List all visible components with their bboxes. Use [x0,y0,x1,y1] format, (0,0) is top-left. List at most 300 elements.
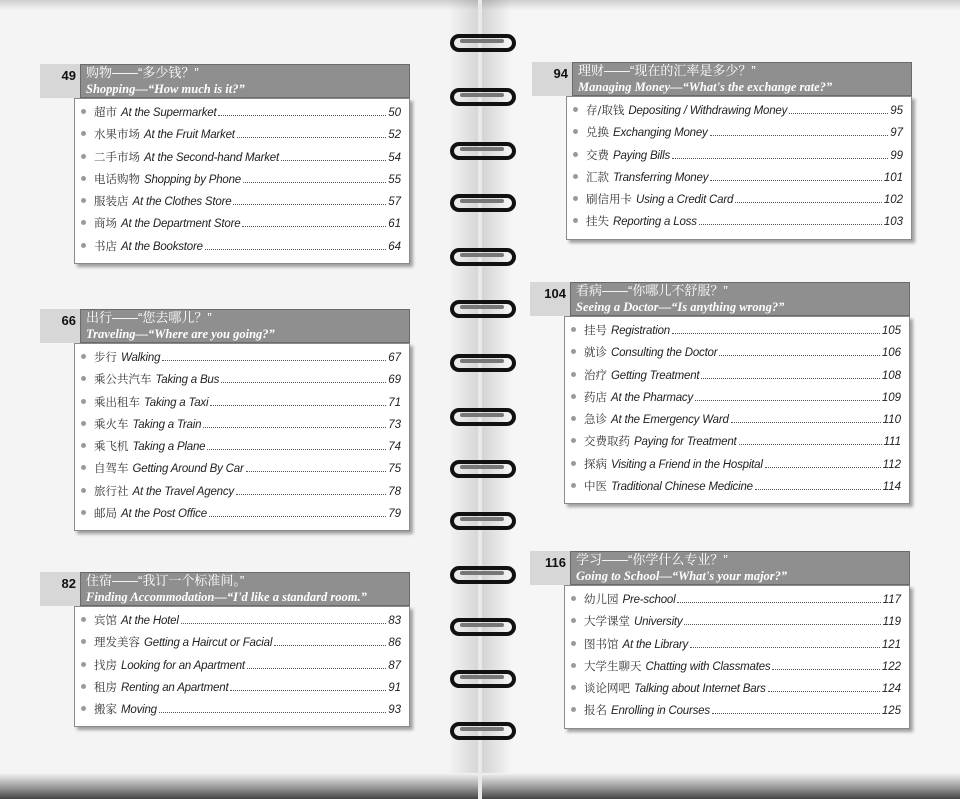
section-header [40,572,410,606]
entry-chinese: 治疗 [584,367,607,382]
coil-ring [450,300,516,318]
entry-english: Reporting a Loss [613,216,697,229]
coil-ring [450,722,516,740]
entry-chinese: 乘公共汽车 [94,372,152,387]
toc-entry[interactable] [81,123,401,145]
dot-leader [246,471,387,472]
entry-english: Getting Around By Car [132,463,244,476]
bullet-icon [571,461,576,466]
coil-ring [450,460,516,478]
bullet-icon [81,465,86,470]
entry-page-number: 83 [388,615,401,627]
bullet-icon [571,327,576,332]
entry-page-number: 78 [388,485,401,498]
entry-english: Registration [611,325,670,337]
coil-highlight [460,39,504,43]
toc-entry[interactable] [573,188,903,210]
coil-ring [450,618,516,636]
entry-chinese: 宾馆 [94,613,117,627]
entry-page-number: 122 [881,660,901,673]
entry-page-number: 105 [881,325,901,337]
bullet-icon [81,243,86,248]
dot-leader [710,135,889,136]
entry-english: At the Travel Agency [132,485,234,498]
entry-english: Pre-school [622,594,676,606]
entry-english: Visiting a Friend in the Hospital [611,458,763,471]
section-title-english: Managing Money—“What's the exchange rate?” [578,80,833,94]
spiral-coil [450,404,522,434]
toc-entry[interactable] [571,677,901,699]
entry-english: Getting a Haircut or Facial [144,637,273,650]
section-page-number: 94 [532,62,572,96]
entry-chinese: 搬家 [94,702,117,717]
toc-entry[interactable] [573,99,903,121]
entry-page-number: 117 [882,594,901,606]
coil-highlight [460,571,504,575]
entry-chinese: 找房 [94,657,117,672]
coil-ring [450,88,516,106]
dot-leader [699,224,882,225]
section-item-list [564,316,910,504]
section-header [40,309,410,343]
section-title-english: Traveling—“Where are you going?” [86,327,275,341]
toc-entry[interactable] [571,475,901,497]
toc-section [40,64,410,264]
coil-highlight [460,93,504,97]
dot-leader [162,360,386,361]
coil-ring [450,408,516,426]
entry-chinese: 旅行社 [94,483,129,498]
toc-entry[interactable] [81,502,401,524]
section-page-number: 49 [40,64,80,98]
entry-chinese: 刷信用卡 [586,192,632,207]
entry-english: Enrolling in Courses [611,705,710,718]
entry-page-number: 109 [881,391,901,404]
entry-chinese: 邮局 [94,506,117,521]
entry-chinese: 乘飞机 [94,439,129,454]
dot-leader [181,623,387,624]
entry-english: At the Bookstore [121,240,203,253]
entry-chinese: 交费 [586,147,609,162]
bullet-icon [571,483,576,488]
entry-chinese: 探病 [584,456,607,471]
entry-english: Using a Credit Card [636,194,734,207]
bullet-icon [81,639,86,644]
dot-leader [210,405,386,406]
dot-leader [735,202,882,203]
bullet-icon [81,376,86,381]
entry-page-number: 71 [388,396,401,409]
toc-entry[interactable] [81,654,401,676]
entry-chinese: 二手市场 [94,149,140,164]
entry-chinese: 自驾车 [94,461,129,476]
bullet-icon [571,596,576,601]
spiral-coil [450,84,522,114]
section-title-english: Seeing a Doctor—“Is anything wrong?” [576,300,785,314]
toc-entry[interactable] [571,633,901,655]
dot-leader [281,160,386,161]
section-header [532,62,912,96]
bullet-icon [573,152,578,157]
entry-page-number: 110 [882,414,901,427]
entry-chinese: 就诊 [584,345,607,360]
dot-leader [236,494,386,495]
spiral-coil [450,562,522,592]
entry-page-number: 102 [883,194,903,207]
toc-entry[interactable] [81,368,401,390]
toc-entry[interactable] [573,144,903,166]
section-title-chinese: 理财——“现在的汇率是多少？” [578,63,756,78]
bullet-icon [573,218,578,223]
toc-entry[interactable] [81,346,401,368]
toc-entry[interactable] [81,609,401,631]
coil-ring [450,566,516,584]
section-title-chinese: 住宿——“我订一个标准间。” [86,573,245,588]
toc-entry[interactable] [81,413,401,435]
section-title-chinese: 购物——“多少钱？” [86,65,199,80]
coil-ring [450,34,516,52]
entry-english: Chatting with Classmates [645,660,771,673]
entry-page-number: 50 [388,107,401,119]
entry-chinese: 存/取钱 [586,103,625,117]
dot-leader [205,249,386,250]
bullet-icon [571,641,576,646]
entry-page-number: 55 [388,173,401,186]
entry-page-number: 87 [388,659,401,672]
section-item-list [564,585,910,729]
coil-highlight [460,465,504,469]
spiral-coil [450,456,522,486]
toc-entry[interactable] [573,210,903,232]
bullet-icon [81,109,86,114]
bullet-icon [81,198,86,203]
entry-page-number: 97 [890,127,903,140]
entry-english: Transferring Money [613,171,709,184]
toc-entry[interactable] [571,386,901,408]
entry-english: Renting an Apartment [121,681,229,694]
toc-entry[interactable] [571,430,901,452]
entry-page-number: 61 [388,218,401,231]
entry-english: At the Fruit Market [144,129,235,142]
section-page-number: 82 [40,572,80,606]
entry-english: Taking a Train [132,418,202,431]
coil-highlight [460,675,504,679]
section-item-list [74,98,410,264]
dot-leader [710,180,882,181]
bullet-icon [81,176,86,181]
toc-entry[interactable] [571,588,901,610]
bullet-icon [81,510,86,515]
entry-page-number: 93 [388,704,401,717]
entry-english: Looking for an Apartment [121,659,245,672]
toc-entry[interactable] [571,453,901,475]
entry-page-number: 67 [388,352,401,364]
entry-english: Taking a Bus [155,374,220,387]
coil-highlight [460,413,504,417]
toc-entry[interactable] [81,168,401,190]
section-title [570,551,910,585]
page-bottom-edge [0,773,478,799]
coil-highlight [460,147,504,151]
entry-page-number: 74 [388,441,401,454]
entry-page-number: 91 [388,681,401,694]
dot-leader [274,645,386,646]
dot-leader [237,137,386,138]
section-title [80,572,410,606]
section-page-number: 104 [530,282,570,316]
entry-page-number: 54 [388,151,401,164]
entry-english: Paying Bills [613,149,671,162]
dot-leader [701,378,879,379]
entry-page-number: 124 [881,683,901,696]
dot-leader [690,647,880,648]
bullet-icon [81,354,86,359]
coil-highlight [460,623,504,627]
entry-english: Exchanging Money [613,127,708,140]
dot-leader [789,113,888,114]
bullet-icon [81,220,86,225]
toc-entry[interactable] [571,341,901,363]
entry-page-number: 95 [890,105,903,117]
entry-chinese: 水果市场 [94,127,140,142]
entry-english: Talking about Internet Bars [634,683,766,696]
entry-chinese: 急诊 [584,412,607,427]
entry-page-number: 64 [388,240,401,253]
entry-chinese: 服装店 [94,194,129,209]
entry-english: At the Post Office [121,508,207,521]
entry-english: At the Pharmacy [611,391,694,404]
coil-highlight [460,199,504,203]
entry-english: At the Hotel [121,615,179,627]
entry-chinese: 理发美容 [94,635,140,650]
entry-chinese: 电话购物 [94,171,140,186]
toc-section [530,282,910,504]
section-header [530,551,910,585]
dot-leader [233,204,386,205]
toc-entry[interactable] [81,676,401,698]
entry-english: Depositing / Withdrawing Money [628,105,788,117]
toc-section [40,309,410,531]
toc-entry[interactable] [81,235,401,257]
entry-english: At the Supermarket [121,107,217,119]
entry-english: At the Library [622,638,689,651]
entry-page-number: 79 [388,508,401,521]
dot-leader [247,668,386,669]
bullet-icon [571,416,576,421]
bullet-icon [573,174,578,179]
entry-chinese: 兑换 [586,125,609,140]
entry-page-number: 99 [890,149,903,162]
entry-chinese: 步行 [94,350,117,364]
spiral-coil [450,666,522,696]
section-item-list [566,96,912,240]
dot-leader [672,158,888,159]
entry-english: At the Clothes Store [132,196,232,209]
entry-page-number: 125 [881,705,901,718]
bullet-icon [571,707,576,712]
coil-ring [450,142,516,160]
entry-chinese: 报名 [584,703,607,718]
toc-entry[interactable] [571,610,901,632]
entry-english: At the Department Store [121,218,241,231]
bullet-icon [571,394,576,399]
section-header [530,282,910,316]
bullet-icon [81,488,86,493]
toc-entry[interactable] [573,166,903,188]
bullet-icon [573,129,578,134]
spiral-coil [450,350,522,380]
entry-page-number: 112 [882,458,901,471]
page-top-shadow [0,0,478,10]
entry-chinese: 谈论网吧 [584,681,630,696]
entry-page-number: 57 [388,196,401,209]
entry-chinese: 幼儿园 [584,592,619,606]
toc-entry[interactable] [81,435,401,457]
toc-entry[interactable] [571,364,901,386]
bullet-icon [81,617,86,622]
dot-leader [677,602,880,603]
entry-page-number: 75 [388,463,401,476]
toc-entry[interactable] [81,146,401,168]
entry-chinese: 大学课堂 [584,614,630,629]
dot-leader [207,449,386,450]
entry-page-number: 114 [882,481,901,494]
dot-leader [712,713,880,714]
toc-section [532,62,912,240]
section-title [572,62,912,96]
entry-english: Moving [121,704,157,717]
dot-leader [242,226,386,227]
entry-english: Shopping by Phone [144,173,241,186]
entry-page-number: 106 [881,347,901,360]
spiral-coil [450,190,522,220]
entry-english: University [634,616,683,629]
toc-entry[interactable] [571,319,901,341]
spiral-coil [450,718,522,748]
dot-leader [203,427,386,428]
coil-ring [450,194,516,212]
entry-chinese: 中医 [584,479,607,494]
dot-leader [755,489,881,490]
spiral-coil [450,244,522,274]
section-page-number: 66 [40,309,80,343]
coil-highlight [460,253,504,257]
spiral-coil [450,30,522,60]
toc-entry[interactable] [81,190,401,212]
bullet-icon [573,107,578,112]
dot-leader [672,333,880,334]
toc-entry[interactable] [81,101,401,123]
toc-section [530,551,910,729]
entry-page-number: 69 [388,374,401,387]
entry-chinese: 交费取药 [584,434,630,449]
entry-english: Walking [121,352,161,364]
spiral-coil [450,508,522,538]
toc-entry[interactable] [81,391,401,413]
entry-page-number: 101 [883,171,903,184]
entry-english: Paying for Treatment [634,436,737,449]
toc-section [40,572,410,727]
entry-english: At the Second-hand Market [144,151,279,164]
entry-chinese: 乘火车 [94,416,129,431]
dot-leader [731,422,881,423]
entry-chinese: 租房 [94,679,117,694]
bullet-icon [81,443,86,448]
spiral-coil [450,138,522,168]
entry-chinese: 挂号 [584,323,607,337]
coil-highlight [460,727,504,731]
entry-chinese: 图书馆 [584,636,619,651]
section-title-english: Shopping—“How much is it?” [86,82,245,96]
toc-entry[interactable] [81,457,401,479]
coil-highlight [460,305,504,309]
toc-entry[interactable] [81,212,401,234]
entry-page-number: 108 [881,369,901,382]
section-title-chinese: 看病——“你哪儿不舒服？” [576,283,728,298]
dot-leader [684,624,880,625]
coil-ring [450,354,516,372]
bullet-icon [81,131,86,136]
section-title-english: Going to School—“What's your major?” [576,569,788,583]
section-title [570,282,910,316]
entry-english: At the Emergency Ward [611,414,729,427]
entry-chinese: 汇款 [586,169,609,184]
toc-entry[interactable] [571,699,901,721]
bullet-icon [81,399,86,404]
toc-entry[interactable] [81,698,401,720]
dot-leader [739,444,882,445]
coil-highlight [460,517,504,521]
dot-leader [768,691,880,692]
entry-chinese: 挂失 [586,214,609,229]
entry-chinese: 书店 [94,238,117,253]
entry-page-number: 52 [388,129,401,142]
entry-chinese: 大学生聊天 [584,658,642,673]
coil-ring [450,248,516,266]
dot-leader [695,400,880,401]
section-page-number: 116 [530,551,570,585]
toc-entry[interactable] [571,655,901,677]
section-title-chinese: 出行——“您去哪儿？” [86,310,212,325]
toc-entry[interactable] [81,631,401,653]
bullet-icon [81,706,86,711]
spiral-coil [450,614,522,644]
bullet-icon [571,685,576,690]
entry-page-number: 121 [881,638,901,651]
toc-entry[interactable] [571,408,901,430]
dot-leader [719,355,879,356]
section-title [80,309,410,343]
entry-chinese: 乘出租车 [94,394,140,409]
dot-leader [159,712,386,713]
dot-leader [765,467,881,468]
dot-leader [230,690,386,691]
entry-english: Getting Treatment [611,369,700,382]
coil-ring [450,512,516,530]
toc-entry[interactable] [81,480,401,502]
coil-highlight [460,359,504,363]
entry-english: Taking a Taxi [144,396,209,409]
bullet-icon [571,438,576,443]
entry-page-number: 73 [388,418,401,431]
toc-entry[interactable] [573,121,903,143]
entry-english: Taking a Plane [132,441,206,454]
bullet-icon [81,421,86,426]
bullet-icon [571,618,576,623]
section-item-list [74,343,410,531]
bullet-icon [571,663,576,668]
bullet-icon [81,662,86,667]
